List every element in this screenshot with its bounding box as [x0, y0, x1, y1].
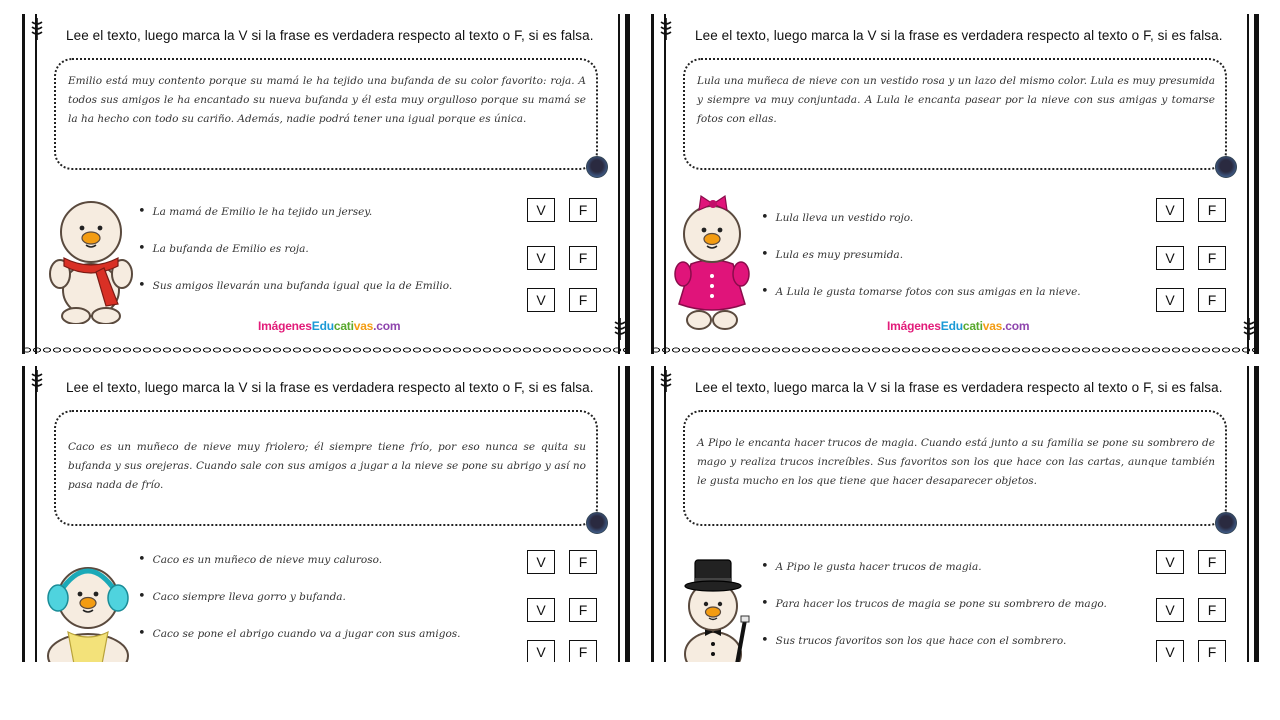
true-box[interactable]: V — [527, 246, 555, 270]
border-right-inner — [618, 366, 620, 662]
worksheet-card-lula — [651, 14, 1259, 354]
logo-badge-icon — [586, 512, 608, 534]
reading-text-box — [54, 410, 598, 526]
border-left — [22, 14, 25, 354]
false-box[interactable]: F — [1198, 288, 1226, 312]
statement-2: • La bufanda de Emilio es roja. — [138, 241, 309, 256]
knot-icon — [614, 318, 626, 340]
worksheet-card-pipo — [651, 366, 1259, 662]
knot-icon — [31, 370, 43, 392]
brand-logo: ImágenesEducativas.com — [887, 319, 1030, 333]
border-left — [651, 366, 654, 662]
worksheet-card-emilio — [22, 14, 630, 354]
true-box[interactable]: V — [1156, 640, 1184, 662]
border-right-inner — [1247, 14, 1249, 354]
border-right — [625, 14, 630, 354]
border-left-inner — [664, 366, 666, 662]
statement-2: • Lula es muy presumida. — [761, 247, 903, 262]
false-box[interactable]: F — [1198, 550, 1226, 574]
chain-border-bottom — [651, 346, 1259, 354]
chain-border-bottom — [22, 346, 630, 354]
statement-3: • Caco se pone el abrigo cuando va a jugar con sus amigos. — [138, 626, 461, 641]
true-box[interactable]: V — [1156, 246, 1184, 270]
logo-badge-icon — [1215, 156, 1237, 178]
border-right — [625, 366, 630, 662]
worksheet-card-caco — [22, 366, 630, 662]
false-box[interactable]: F — [1198, 640, 1226, 662]
border-right — [1254, 366, 1259, 662]
true-box[interactable]: V — [1156, 198, 1184, 222]
statement-1: • A Pipo le gusta hacer trucos de magia. — [761, 559, 982, 574]
border-right-inner — [1247, 366, 1249, 662]
true-box[interactable]: V — [1156, 550, 1184, 574]
instruction-text: Lee el texto, luego marca la V si la frase es verdadera respecto al texto o F, si es falsa. — [66, 28, 594, 43]
true-box[interactable]: V — [527, 598, 555, 622]
statement-1: • Caco es un muñeco de nieve muy caluroso. — [138, 552, 382, 567]
border-left-inner — [664, 14, 666, 354]
knot-icon — [1243, 318, 1255, 340]
border-left — [22, 366, 25, 662]
statement-3: • Sus amigos llevarán una bufanda igual que la de Emilio. — [138, 278, 452, 293]
false-box[interactable]: V — [527, 288, 555, 312]
snowman-top-hat-icon — [669, 556, 759, 662]
true-box[interactable]: V — [1156, 598, 1184, 622]
border-left-inner — [35, 14, 37, 354]
reading-text-box — [683, 410, 1227, 526]
reading-text-box — [683, 58, 1227, 170]
instruction-text: Lee el texto, luego marca la V si la frase es verdadera respecto al texto o F, si es falsa. — [66, 380, 594, 395]
statement-3: • Sus trucos favoritos son los que hace con el sombrero. — [761, 633, 1066, 648]
statement-2: • Caco siempre lleva gorro y bufanda. — [138, 589, 346, 604]
reading-text: Caco es un muñeco de nieve muy friolero; él siempre tiene frío, por eso nunca se quita su bufanda y sus orejeras. Cuando sale con sus amigos a jugar a la nieve se pone su abrigo y así no pasa nada de frío. — [68, 441, 586, 491]
true-box[interactable]: V — [1156, 288, 1184, 312]
false-box[interactable]: F — [569, 550, 597, 574]
false-box[interactable]: F — [1198, 198, 1226, 222]
statement-1: • Lula lleva un vestido rojo. — [761, 210, 913, 225]
snowman-earmuffs-icon — [38, 552, 138, 662]
knot-icon — [660, 370, 672, 392]
instruction-text: Lee el texto, luego marca la V si la frase es verdadera respecto al texto o F, si es falsa. — [695, 28, 1223, 43]
logo-badge-icon — [586, 156, 608, 178]
true-box[interactable]: V — [527, 640, 555, 662]
knot-icon — [660, 18, 672, 40]
false-box[interactable]: F — [569, 246, 597, 270]
false-box[interactable]: F — [569, 598, 597, 622]
border-right-inner — [618, 14, 620, 354]
reading-text: Emilio está muy contento porque su mamá le ha tejido una bufanda de su color favorito: roja. A todos sus amigos le ha encantado su nueva bufanda y él esta muy orgulloso porque su mamá se la ha hecho con todo su cariño. Además, nadie podrá tener una igual porque es única. — [68, 75, 586, 125]
border-left-inner — [35, 366, 37, 662]
reading-text-box — [54, 58, 598, 170]
reading-text: A Pipo le encanta hacer trucos de magia. Cuando está junto a su familia se pone su sombrero de mago y realiza trucos increíbles. Sus favoritos son los que hace con las cartas, aunque también le gusta mucho en los que tiene que hacer desaparecer objetos. — [697, 437, 1215, 487]
instruction-text: Lee el texto, luego marca la V si la frase es verdadera respecto al texto o F, si es falsa. — [695, 380, 1223, 395]
brand-logo: ImágenesEducativas.com — [258, 319, 401, 333]
statement-1: • La mamá de Emilio le ha tejido un jersey. — [138, 204, 372, 219]
reading-text: Lula una muñeca de nieve con un vestido rosa y un lazo del mismo color. Lula es muy presumida y siempre va muy conjuntada. A Lula le encanta pasear por la nieve con sus amigas y tomarse fotos con ellas. — [697, 75, 1215, 125]
statement-2: • Para hacer los trucos de magia se pone su sombrero de mago. — [761, 596, 1107, 611]
snowgirl-pink-dress-icon — [673, 192, 751, 337]
false-box[interactable]: F — [569, 640, 597, 662]
border-left — [651, 14, 654, 354]
false-box[interactable]: F — [569, 198, 597, 222]
logo-badge-icon — [1215, 512, 1237, 534]
knot-icon — [31, 18, 43, 40]
true-box[interactable]: V — [527, 198, 555, 222]
false-box[interactable]: F — [1198, 598, 1226, 622]
border-right — [1254, 14, 1259, 354]
statement-3: • A Lula le gusta tomarse fotos con sus amigas en la nieve. — [761, 284, 1081, 299]
false-box[interactable]: F — [1198, 246, 1226, 270]
snowman-red-scarf-icon — [48, 194, 134, 329]
false-box[interactable]: F — [569, 288, 597, 312]
true-box[interactable]: V — [527, 550, 555, 574]
